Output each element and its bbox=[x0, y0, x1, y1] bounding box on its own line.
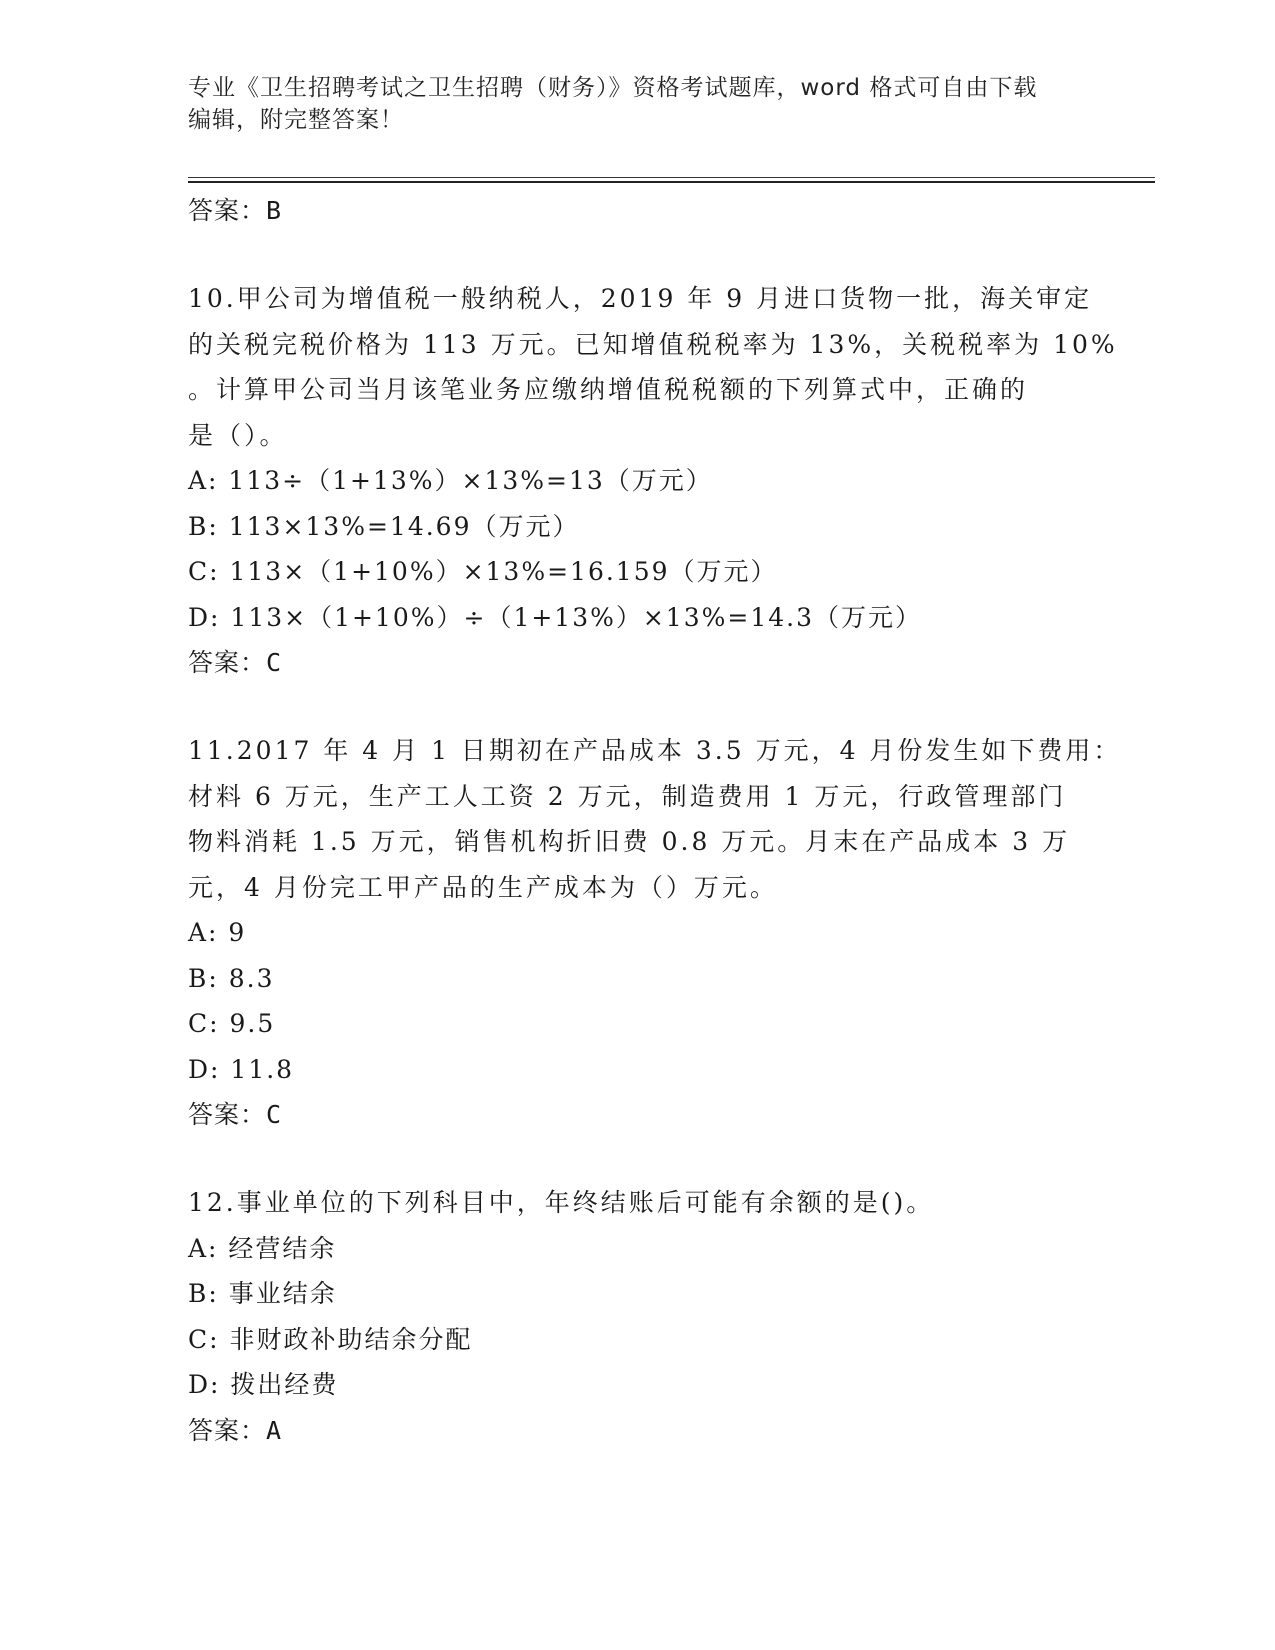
question-text-line: 。计算甲公司当月该笔业务应缴纳增值税税额的下列算式中，正确的 bbox=[188, 375, 1029, 404]
question-text-line: 11.2017 年 4 月 1 日期初在产品成本 3.5 万元，4 月份发生如下费用： bbox=[188, 736, 1122, 765]
header-divider-thin bbox=[188, 177, 1155, 178]
option-d: D: 拨出经费 bbox=[188, 1370, 339, 1399]
question-10 bbox=[188, 276, 1118, 686]
header-line-1: 专业《卫生招聘考试之卫生招聘（财务）》资格考试题库，word 格式可自由下载 bbox=[188, 75, 1038, 101]
option-d: D: 11.8 bbox=[188, 1054, 295, 1084]
question-text-line: 是（）。 bbox=[188, 420, 288, 450]
page-header bbox=[188, 72, 1088, 136]
answer-line: 答案：A bbox=[188, 1415, 283, 1445]
answer-line-prev: 答案：B bbox=[188, 196, 283, 225]
question-text-line: 12.事业单位的下列科目中，年终结账后可能有余额的是()。 bbox=[188, 1188, 935, 1217]
option-a: A: 经营结余 bbox=[188, 1233, 337, 1263]
question-11 bbox=[188, 728, 1122, 1138]
question-text-line: 材料 6 万元，生产工人工资 2 万元，制造费用 1 万元，行政管理部门 bbox=[188, 781, 1067, 811]
option-b: B: 113×13%=14.69（万元） bbox=[188, 511, 580, 541]
question-text-line: 元，4 月份完工甲产品的生产成本为（）万元。 bbox=[188, 872, 778, 902]
answer-line: 答案：C bbox=[188, 1100, 283, 1129]
option-a: A: 9 bbox=[188, 918, 247, 947]
option-b: B: 8.3 bbox=[188, 963, 275, 993]
header-line-2: 编辑，附完整答案！ bbox=[188, 107, 404, 133]
document-body bbox=[188, 188, 1122, 1454]
question-text-line: 的关税完税价格为 113 万元。已知增值税税率为 13%，关税税率为 10% bbox=[188, 329, 1118, 359]
question-text-line: 10.甲公司为增值税一般纳税人，2019 年 9 月进口货物一批，海关审定 bbox=[188, 284, 1093, 313]
question-text-line: 物料消耗 1.5 万元，销售机构折旧费 0.8 万元。月末在产品成本 3 万 bbox=[188, 827, 1071, 856]
header-divider-thick bbox=[188, 181, 1155, 183]
question-12 bbox=[188, 1180, 1088, 1454]
option-d: D: 113×（1+10%）÷（1+13%）×13%=14.3（万元） bbox=[188, 602, 922, 632]
option-a: A: 113÷（1+13%）×13%=13（万元） bbox=[188, 466, 713, 495]
option-c: C: 113×（1+10%）×13%=16.159（万元） bbox=[188, 557, 778, 586]
option-b: B: 事业结余 bbox=[188, 1279, 337, 1308]
answer-line: 答案：C bbox=[188, 648, 283, 677]
option-c: C: 9.5 bbox=[188, 1009, 276, 1038]
option-c: C: 非财政补助结余分配 bbox=[188, 1324, 473, 1354]
